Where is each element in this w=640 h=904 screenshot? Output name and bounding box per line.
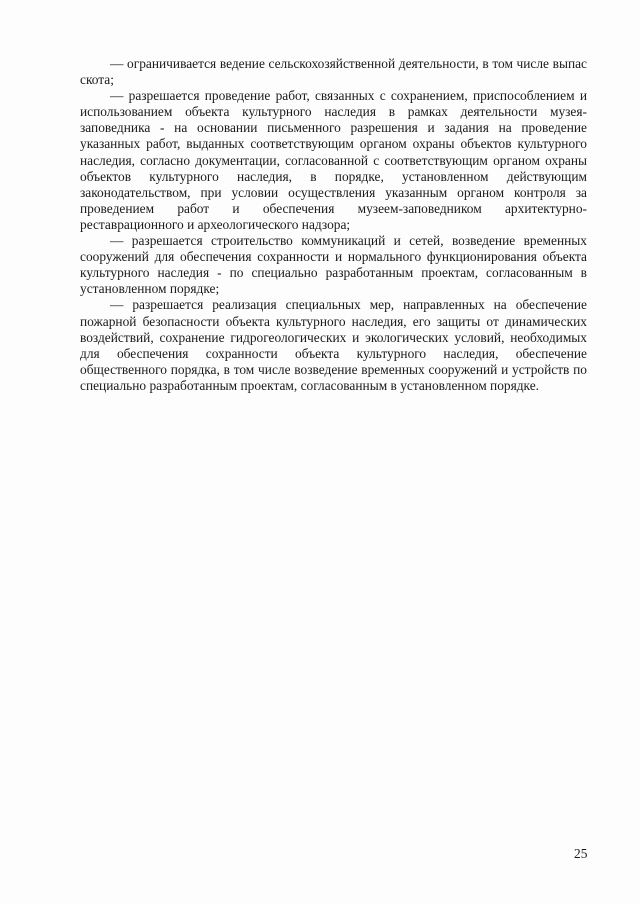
page-number: 25 bbox=[574, 846, 588, 861]
paragraph-communications-construction: — разрешается строительство коммуникаций и сетей, возведение временных сооружений для обеспечения сохранности и нормального функционирования объекта культурного наследия - по специально разработанным проектам, согласованным в установленном порядке; bbox=[80, 233, 587, 297]
document-body bbox=[80, 56, 587, 394]
paragraph-heritage-works: — разрешается проведение работ, связанных с сохранением, приспособлением и использованием объекта культурного наследия в рамках деятельности музея-заповедника - на основании письменного разрешения и задания на проведение указанных работ, выданных соответствующим органом охраны объектов культурного наследия, согласно документации, согласованной с соответствующим органом охраны объектов культурного наследия, в порядке, установленном действующим законодательством, при условии осуществления указанным органом контроля за проведением работ и обеспечения музеем-заповедником архитектурно-реставрационного и археологического надзора; bbox=[80, 88, 587, 232]
paragraph-agriculture-restriction: — ограничивается ведение сельскохозяйственной деятельности, в том числе выпас скота; bbox=[80, 56, 587, 88]
paragraph-special-measures: — разрешается реализация специальных мер, направленных на обеспечение пожарной безопасности объекта культурного наследия, его защиты от динамических воздействий, сохранение гидрогеологических и экологических условий, необходимых для обеспечения сохранности объекта культурного наследия, обеспечение общественного порядка, в том числе возведение временных сооружений и устройств по специально разработанным проектам, согласованным в установленном порядке. bbox=[80, 297, 587, 393]
